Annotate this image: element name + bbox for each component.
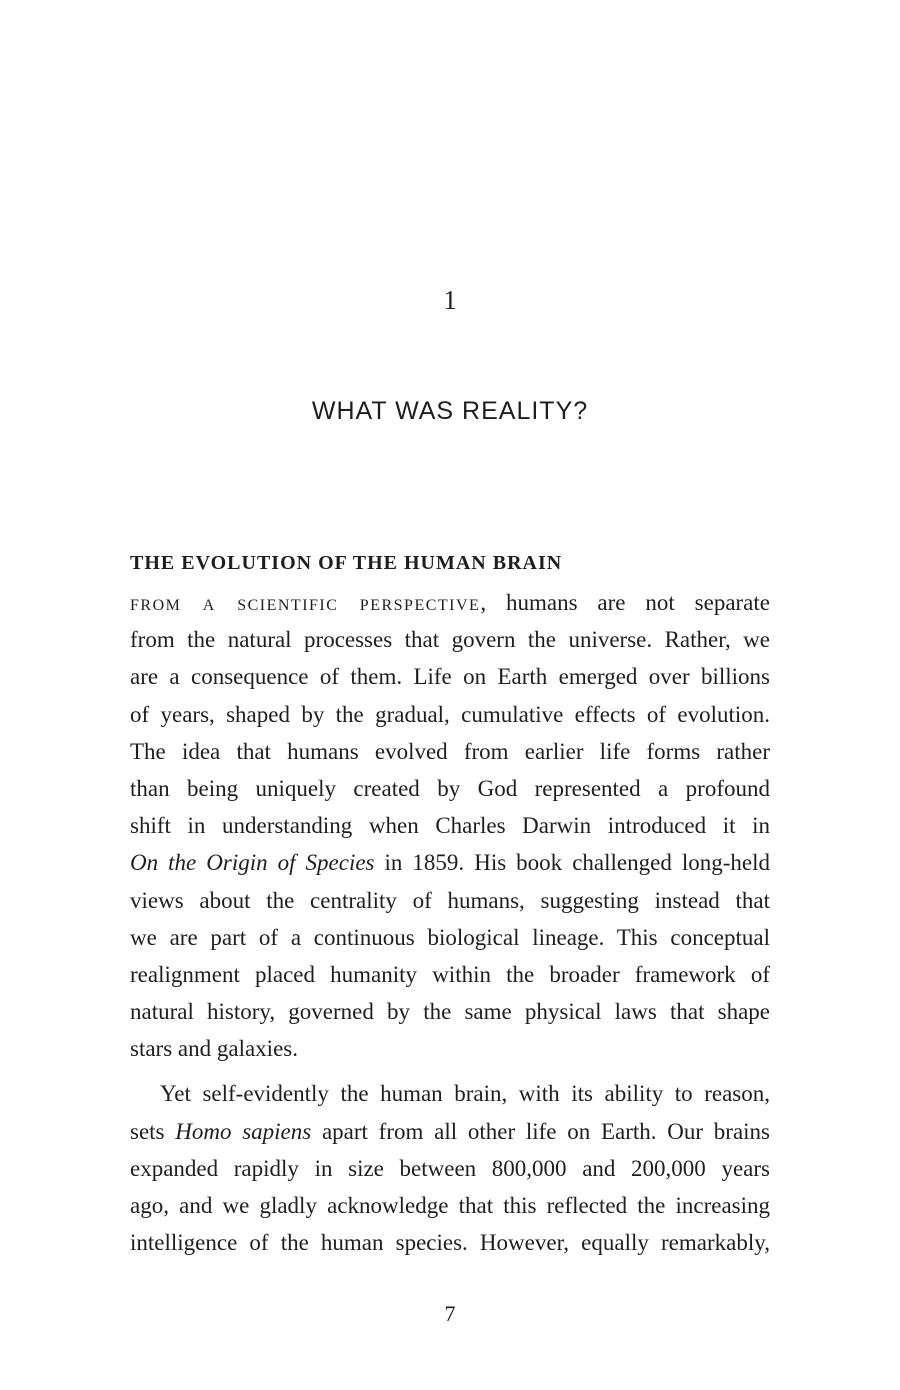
- paragraph-2: [130, 1075, 770, 1261]
- text-line: [130, 844, 770, 881]
- text-line: ago, and we gladly acknowledge that this reflected the increasing: [130, 1193, 770, 1218]
- text-line: stars and galaxies.: [130, 1036, 298, 1062]
- text-line: shift in understanding when Charles Darwin introduced it in: [130, 813, 770, 839]
- chapter-number: 1: [443, 285, 457, 315]
- text-fragment: sets: [130, 1118, 176, 1144]
- species-name-italic: Homo sapiens: [175, 1118, 312, 1144]
- paragraph-gap: [130, 1067, 770, 1075]
- text-line: [130, 584, 770, 621]
- text-line: from the natural processes that govern the universe. Rather, we: [130, 627, 770, 653]
- text-fragment: , humans are not separate: [480, 590, 770, 615]
- paragraph-1: [130, 584, 770, 1067]
- text-fragment: apart from all other life on Earth. Our brains: [311, 1118, 770, 1144]
- chapter-title: WHAT WAS REALITY?: [311, 397, 589, 425]
- text-line: [130, 1113, 770, 1150]
- text-line: realignment placed humanity within the broader framework of: [130, 961, 770, 987]
- book-title-italic: On the Origin of Species: [130, 850, 375, 876]
- text-line: views about the centrality of humans, suggesting instead that: [130, 887, 770, 913]
- text-line: natural history, governed by the same physical laws that shape: [130, 999, 770, 1025]
- page-number: 7: [444, 1301, 456, 1326]
- text-line: than being uniquely created by God represented a profound: [130, 775, 770, 801]
- text-line: Yet self-evidently the human brain, with its ability to reason,: [160, 1081, 770, 1107]
- lead-in-smallcaps: from a scientific perspective: [130, 590, 481, 615]
- text-line: The idea that humans evolved from earlier life forms rather: [130, 738, 770, 764]
- text-line: expanded rapidly in size between 800,000 and 200,000 years: [130, 1155, 770, 1181]
- body-text: [130, 584, 770, 1261]
- text-line: of years, shaped by the gradual, cumulative effects of evolution.: [130, 701, 770, 727]
- text-line: intelligence of the human species. However, equally remarkably,: [130, 1230, 770, 1256]
- section-heading: THE EVOLUTION OF THE HUMAN BRAIN: [130, 552, 563, 574]
- text-fragment: in 1859. His book challenged long-held: [374, 850, 770, 876]
- text-line: are a consequence of them. Life on Earth emerged over billions: [130, 664, 770, 690]
- text-line: we are part of a continuous biological lineage. This conceptual: [130, 924, 770, 950]
